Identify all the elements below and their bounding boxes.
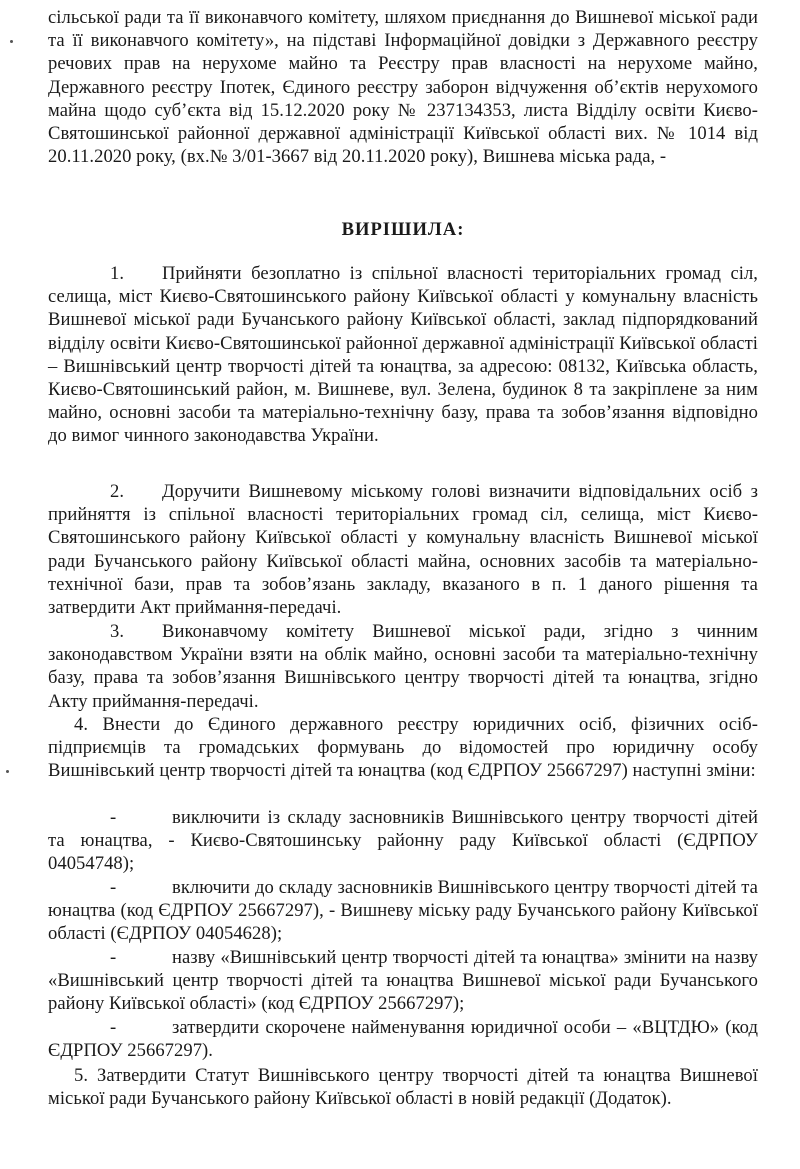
item-text: Доручити Вишневому міському голові визначити відповідальних осіб з прийняття із спільної власності територіальних громад сіл, селища, міст Києво-Святошинського району Київської області у комунальну власність Вишневої міської ради Бучанського району Київської області майна, основних засобів та матеріально-технічної бази, прав та зобов’язань закладу, вказаного в п. 1 даного рішення та затвердити Акт приймання-передачі. (48, 481, 758, 619)
document-page (48, 0, 758, 1169)
item-number: 2. (110, 481, 125, 502)
intro-paragraph: сільської ради та її виконавчого комітету, шляхом приєднання до Вишневої міської ради та її виконавчого комітету», на підставі Інформаційної довідки з Державного реєстру речових прав на нерухоме майно та Реєстру прав власності на нерухоме майно, Державного реєстру Іпотек, Єдиного реєстру заборон відчуження об’єктів нерухомого майна щодо суб’єкта від 15.12.2020 року № 237134353, листа Відділу освіти Києво-Святошинської районної державної адміністрації Київської області вих. № 1014 від 20.11.2020 року, (вх.№ 3/01-3667 від 20.11.2020 року), Вишнева міська рада, - (48, 7, 758, 168)
item-number: 3. (110, 621, 125, 642)
bullet-dash: - (110, 947, 117, 968)
subitem-1 (48, 806, 758, 876)
scan-speck (10, 40, 13, 43)
item-text: Прийняти безоплатно із спільної власності територіальних громад сіл, селища, міст Києво-Святошинського району Київської області у комунальну власність Вишневої міської ради Бучанського району Київської області, заклад підпорядкований відділу освіти Києво-Святошинської районної державної адміністрації Київської області – Вишнівський центр творчості дітей та юнацтва, за адресою: 08132, Київська область, Києво-Святошинський район, м. Вишневе, вул. Зелена, будинок 8 та закріплене за ним майно, основні засоби та матеріально-технічну базу, права та зобов’язання відповідно до вимог чинного законодавства України. (48, 263, 758, 447)
bullet-dash: - (110, 1017, 117, 1038)
decision-item-4: 4. Внести до Єдиного державного реєстру юридичних осіб, фізичних осіб-підприємців та громадських формувань до відомостей про юридичну особу Вишнівський центр творчості дітей та юнацтва (код ЄДРПОУ 25667297) наступні зміни: (48, 714, 758, 782)
item-number: 1. (110, 263, 125, 284)
subitem-3 (48, 946, 758, 1016)
decision-heading: ВИРІШИЛА: (341, 219, 465, 240)
subitem-text: назву «Вишнівський центр творчості дітей та юнацтва» змінити на назву «Вишнівський центр творчості дітей та юнацтва Вишневої міської ради Бучанського району Київської області» (код ЄДРПОУ 25667297); (48, 947, 758, 1015)
subitem-text: виключити із складу засновників Вишнівського центру творчості дітей та юнацтва, - Києво-Святошинську районну раду Київської області (ЄДРПОУ 04054748); (48, 807, 758, 875)
decision-item-1 (48, 262, 758, 448)
bullet-dash: - (110, 877, 117, 898)
subitem-text: затвердити скорочене найменування юридичної особи – «ВЦТДЮ» (код ЄДРПОУ 25667297). (48, 1017, 758, 1062)
decision-item-3 (48, 620, 758, 713)
decision-item-2 (48, 480, 758, 619)
subitem-2 (48, 876, 758, 946)
scan-speck (6, 770, 9, 773)
item-text: Виконавчому комітету Вишневої міської ради, згідно з чинним законодавством України взяти на облік майно, основні засоби та матеріально-технічну базу, права та зобов’язання Вишнівського центру творчості дітей та юнацтва, згідно Акту приймання-передачі. (48, 621, 758, 712)
subitem-text: включити до складу засновників Вишнівського центру творчості дітей та юнацтва (код ЄДРПОУ 25667297), - Вишневу міську раду Бучанського району Київської області (ЄДРПОУ 04054628); (48, 877, 758, 945)
bullet-dash: - (110, 807, 117, 828)
subitem-4 (48, 1016, 758, 1062)
decision-item-5: 5. Затвердити Статут Вишнівського центру творчості дітей та юнацтва Вишневої міської ради Бучанського району Київської області в новій редакції (Додаток). (48, 1065, 758, 1110)
